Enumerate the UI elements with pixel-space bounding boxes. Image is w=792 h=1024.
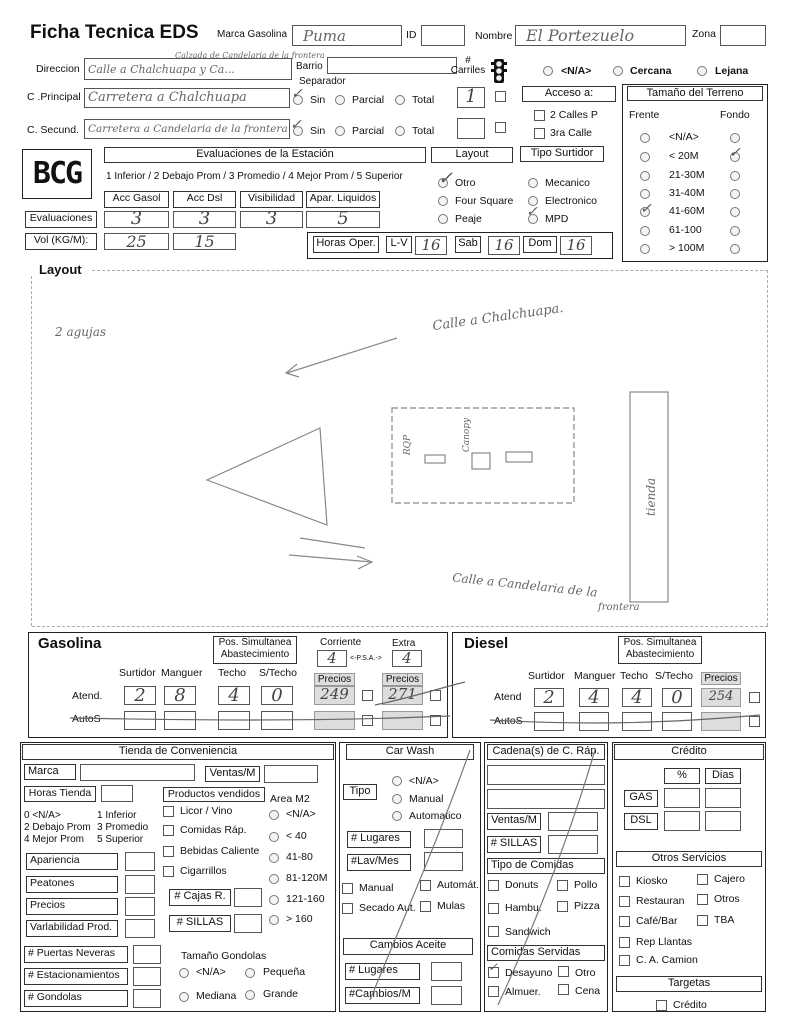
eval-acc-dsl-value: 3 [198, 208, 211, 229]
terreno-size-label: 31-40M [669, 187, 705, 199]
gas-precios-extra-header: Precios [382, 673, 423, 686]
eval-col-acc-gasol: Acc Gasol [104, 191, 169, 208]
sketch-border-right [767, 270, 768, 626]
note-calle-bottom-2: frontera [598, 602, 640, 613]
credito-pct-label: % [664, 768, 700, 784]
dsl-atend-techo-value: 4 [631, 687, 643, 708]
servida-desayuno-checkmark: ✓ [488, 960, 499, 974]
horas-tienda-label: Horas Tienda [24, 786, 96, 802]
area-m2-label: Area M2 [270, 793, 310, 805]
carriles-label: # Carriles [450, 55, 486, 76]
gas-col-techo: Techo [218, 667, 247, 679]
gas-atend-s-techo-value: 0 [271, 685, 283, 706]
carwash-lugares-label: # Lugares [347, 831, 411, 848]
frente-size-radio[interactable] [640, 133, 650, 143]
eval-visibilidad-value: 3 [265, 208, 278, 229]
vol-gasol-field[interactable] [104, 233, 169, 250]
credito-dias-label: Dias [705, 768, 741, 784]
note-calle-top: Calle a Chalchuapa. [431, 300, 565, 335]
gas-atend-surtidor-value: 2 [134, 685, 146, 706]
area-label: > 160 [286, 913, 313, 925]
lv-hours-field[interactable] [415, 236, 447, 255]
producto-comidas-checkbox[interactable] [163, 825, 174, 836]
calle-secundaria-value: Carretera a Candelaria de la frontera [88, 123, 288, 135]
gas-col-manguer: Manguer [161, 667, 203, 679]
frente-size-radio[interactable] [640, 152, 650, 162]
carwash-mulas-label: Mulas [437, 900, 466, 912]
vol-gasol-value: 25 [126, 232, 147, 251]
gasolina-pos-sim: Pos. Simultanea Abastecimiento [213, 636, 297, 664]
calle-principal-label: C .Principal [27, 91, 81, 103]
zona-field[interactable] [720, 25, 766, 46]
sab-label: Sab [455, 236, 481, 253]
producto-bebidas-label: Bebidas Caliente [180, 845, 260, 857]
gas-atend-label: Atend. [72, 690, 103, 702]
area-label: <N/A> [286, 808, 316, 820]
cadena-ventas-label: Ventas/M [487, 813, 541, 830]
barrio-field[interactable] [327, 57, 457, 74]
vol-dsl-field[interactable] [173, 233, 236, 250]
otros-servicios-header: Otros Servicios [616, 851, 762, 867]
terreno-header: Tamaño del Terreno [627, 86, 763, 101]
dsl-atend-s-techo-value: 0 [671, 687, 683, 708]
cs-sin-checkmark: ✓ [290, 117, 302, 133]
extra-psa-field[interactable] [392, 650, 422, 667]
carwash-auto-label: Automatico [409, 810, 462, 822]
otros-servicio-checkbox[interactable] [619, 916, 630, 927]
tienda-scale-1b: 1 Inferior [97, 810, 137, 821]
zona-label: Zona [692, 28, 716, 40]
diesel-title: Diesel [464, 635, 509, 652]
traffic-light-icon [491, 58, 507, 84]
otros-servicio-label: Café/Bar [636, 915, 678, 927]
carwash-manual-checkbox[interactable] [342, 883, 353, 894]
corriente-psa-field[interactable] [317, 650, 347, 667]
nombre-field[interactable] [515, 25, 686, 46]
note-tienda: tienda [644, 477, 659, 517]
otros-servicio-label: Restauran [636, 895, 685, 907]
targetas-header: Targetas [616, 976, 762, 992]
credito-gas-label: GAS [624, 790, 658, 807]
calle-principal-value: Carretera a Chalchuapa [88, 90, 247, 105]
area-radio[interactable] [269, 874, 279, 884]
otros-servicio-checkbox[interactable] [697, 915, 708, 926]
cadena-sillas-label: # SILLAS [487, 836, 541, 853]
vol-label: Vol (KG/M): [25, 233, 97, 250]
dom-hours-field[interactable] [560, 236, 592, 255]
layout-otro-checkmark: ✓ [438, 168, 454, 189]
area-radio[interactable] [269, 915, 279, 925]
frente-size-radio[interactable] [640, 171, 650, 181]
frente-size-radio[interactable] [640, 244, 650, 254]
corriente-psa-value: 4 [327, 649, 337, 667]
sketch-border-top [92, 270, 768, 271]
eval-acc-gasol-value: 3 [130, 208, 143, 229]
corriente-label: Corriente [320, 637, 362, 648]
tienda-rating-label: Apariencia [26, 853, 118, 870]
dsl-atend-manguer-value: 4 [588, 687, 600, 708]
psa-label: <-P.S.A.-> [350, 655, 382, 662]
eval-col-acc-dsl: Acc Dsl [173, 191, 236, 208]
carwash-strike-line [360, 745, 480, 1005]
tienda-rating-field[interactable] [125, 919, 155, 938]
fondo-size-radio[interactable] [730, 207, 740, 217]
vol-dsl-value: 15 [194, 232, 215, 251]
cp-total-label: Total [412, 94, 435, 106]
cajas-label: # Cajas R. [169, 889, 231, 906]
strike-lines [60, 680, 780, 730]
frente-size-radio[interactable] [640, 226, 650, 236]
cp-parcial-label: Parcial [352, 94, 385, 106]
proximidad-na-label: <N/A> [561, 65, 592, 77]
surtidor-electronico-label: Electronico [545, 195, 597, 207]
bcg-logo-text: BCG [32, 156, 82, 191]
comida-donuts-label: Donuts [505, 879, 539, 891]
fondo-20m-checkmark: ✓ [729, 145, 741, 161]
producto-licor-checkbox[interactable] [163, 806, 174, 817]
sab-hours-value: 16 [494, 236, 514, 254]
gas-atend-manguer-value: 8 [174, 685, 186, 706]
cambios-lugares-label: # Lugares [345, 963, 420, 980]
otros-servicio-label: TBA [714, 914, 735, 926]
cs-carriles-field[interactable] [457, 118, 485, 139]
sab-hours-field[interactable] [488, 236, 520, 255]
producto-cigarrillos-label: Cigarrillos [180, 865, 227, 877]
otros-servicio-checkbox[interactable] [697, 894, 708, 905]
gondolas-field[interactable] [133, 989, 161, 1008]
area-label: < 40 [286, 830, 307, 842]
tipo-comidas-header: Tipo de Comidas [487, 858, 605, 874]
tamano-gondolas-label: Tamaño Gondolas [181, 950, 267, 962]
cadena-strike-line [490, 745, 605, 1010]
dsl-autos-label: AutoS [494, 715, 523, 727]
terreno-size-label: < 20M [669, 150, 699, 162]
comida-pizza-label: Pizza [574, 900, 600, 912]
gas-autos-label: AutoS [72, 713, 101, 725]
tienda-scale-3b: 5 Superior [97, 834, 144, 845]
horas-label: Horas Oper. [313, 236, 379, 253]
tienda-ventas-label: Ventas/M [205, 766, 260, 782]
cp-carriles-checkbox[interactable] [495, 91, 506, 102]
servida-almuer-label: Almuer. [505, 986, 541, 998]
dsl-atend-surtidor-value: 2 [543, 687, 555, 708]
eval-col-apar-liquidos: Apar. Liquidos [306, 191, 380, 208]
dom-label: Dom [523, 236, 557, 253]
producto-cigarrillos-checkbox[interactable] [163, 866, 174, 877]
area-radio[interactable] [269, 832, 279, 842]
fondo-size-radio[interactable] [730, 189, 740, 199]
gas-col-s-techo: S/Techo [259, 667, 297, 679]
servida-otro-label: Otro [575, 967, 596, 979]
carwash-manual-label: Manual [409, 793, 444, 805]
otros-servicio-checkbox[interactable] [619, 937, 630, 948]
carwash-header: Car Wash [346, 744, 474, 760]
evaluaciones-label: Evaluaciones [25, 211, 97, 228]
otros-servicio-label: C. A. Camion [636, 954, 698, 966]
cambios-mes-label: #Cambios/M [345, 987, 420, 1004]
otros-servicio-label: Otros [714, 893, 740, 905]
otros-servicio-label: Cajero [714, 873, 745, 885]
gas-precio-corriente-value: 249 [320, 685, 349, 703]
cs-total-label: Total [412, 125, 435, 137]
diesel-pos-sim: Pos. Simultanea Abastecimiento [618, 636, 702, 664]
lv-hours-value: 16 [421, 236, 441, 254]
cp-sin-label: Sin [310, 94, 326, 106]
fondo-size-radio[interactable] [730, 171, 740, 181]
dsl-col-s-techo: S/Techo [655, 670, 693, 682]
comida-hambu-label: Hambu. [505, 902, 542, 914]
layout-header: Layout [431, 147, 513, 163]
area-radio[interactable] [269, 810, 279, 820]
sketch-title: Layout [39, 262, 82, 277]
extra-psa-value: 4 [402, 649, 412, 667]
marca-label: Marca Gasolina [217, 29, 288, 40]
gondolas-label: # Gondolas [24, 990, 128, 1007]
barrio-label: Barrio [296, 61, 323, 72]
layout-four-square-label: Four Square [455, 195, 514, 207]
note-pump-b: Canopy [462, 417, 473, 453]
sketch-drawing [32, 280, 767, 625]
cp-parcial-radio[interactable] [335, 95, 345, 105]
tienda-header: Tienda de Conveniencia [22, 744, 334, 760]
tienda-rating-field[interactable] [125, 897, 155, 916]
eval-apar-liquidos-value: 5 [337, 208, 349, 229]
terreno-size-label: > 100M [669, 242, 705, 254]
marca-value: Puma [303, 27, 346, 45]
servida-cena-label: Cena [575, 985, 601, 997]
carwash-automat-label: Automát. [437, 879, 480, 891]
dsl-col-manguer: Manguer [574, 670, 616, 682]
tienda-sillas-label: # SILLAS [169, 915, 231, 932]
credito-dsl-dias[interactable] [705, 811, 741, 831]
fondo-size-radio[interactable] [730, 133, 740, 143]
tipo-surtidor-header: Tipo Surtidor [520, 146, 604, 162]
tienda-ventas-field[interactable] [264, 765, 318, 783]
servida-desayuno-label: Desayuno [505, 967, 553, 979]
frente-label: Frente [629, 109, 660, 121]
terreno-size-label: 61-100 [669, 224, 702, 236]
tienda-scale-3a: 4 Mejor Prom [24, 834, 85, 845]
eval-acc-gasol-field[interactable] [104, 208, 169, 229]
acceso-2calles-checkbox[interactable] [534, 110, 545, 121]
id-field[interactable] [421, 25, 465, 46]
area-label: 41-80 [286, 851, 313, 863]
calle-secundaria-label: C. Secund. [27, 124, 79, 136]
otros-servicio-checkbox[interactable] [619, 955, 630, 966]
carwash-na-label: <N/A> [409, 775, 439, 787]
tienda-rating-field[interactable] [125, 852, 155, 871]
surtidor-mpd-checkmark: ✓ [526, 204, 538, 220]
credito-dsl-label: DSL [624, 813, 658, 830]
eval-visibilidad-field[interactable] [240, 208, 303, 229]
direccion-value-2: Calzada de Candelaria de la frontera [175, 51, 325, 60]
gondola-grande-radio[interactable] [245, 990, 255, 1000]
acceso-3ra-label: 3ra Calle [550, 127, 593, 139]
carwash-secado-label: Secado Aut. [359, 902, 416, 914]
frente-41-60-checkmark: ✓ [640, 201, 652, 217]
tienda-rating-label: Peatones [26, 876, 118, 893]
otros-servicio-label: Kiosko [636, 875, 668, 887]
eval-scale-text: 1 Inferior / 2 Debajo Prom / 3 Promedio / 4 Mejor Prom / 5 Superior [106, 171, 403, 182]
carwash-secado-checkbox[interactable] [342, 903, 353, 914]
cp-carriles-value: 1 [465, 86, 477, 107]
cs-carriles-checkbox[interactable] [495, 122, 506, 133]
credito-dsl-pct[interactable] [664, 811, 700, 831]
direccion-label: Direccion [36, 63, 80, 75]
cs-total-radio[interactable] [395, 126, 405, 136]
targeta-credito-label: Crédito [673, 999, 707, 1011]
layout-peaje-label: Peaje [455, 213, 482, 225]
proximidad-lejana-label: Lejana [715, 65, 749, 77]
extra-label: Extra [392, 638, 416, 649]
layout-otro-label: Otro [455, 177, 476, 189]
cs-sin-label: Sin [310, 125, 326, 137]
estacionamientos-label: # Estacionamientos [24, 968, 128, 985]
sketch-border-bottom [32, 626, 768, 627]
cs-parcial-radio[interactable] [335, 126, 345, 136]
cp-carriles-field[interactable] [457, 87, 485, 108]
evaluaciones-header: Evaluaciones de la Estación [104, 147, 426, 163]
puertas-neveras-label: # Puertas Neveras [24, 946, 128, 963]
note-agujas: 2 agujas [55, 325, 107, 339]
dsl-precios-header: Precios [701, 672, 741, 685]
puertas-neveras-field[interactable] [133, 945, 161, 964]
gondola-pequena-radio[interactable] [245, 968, 255, 978]
cp-sin-checkmark: ✓ [291, 86, 303, 102]
acceso-3ra-checkbox[interactable] [534, 128, 545, 139]
comida-sandwich-label: Sandwich [505, 926, 551, 938]
cadena-header: Cadena(s) de C. Ráp. [487, 744, 605, 760]
gas-precio-extra-value: 271 [388, 685, 417, 703]
tienda-scale-2b: 3 Promedio [97, 822, 149, 833]
separador-label: Separador [299, 76, 346, 87]
area-label: 81-120M [286, 872, 328, 884]
terreno-size-label: <N/A> [669, 131, 699, 143]
gondola-pequena-label: Pequeña [263, 966, 306, 978]
carwash-tipo-label: Tipo [343, 784, 377, 800]
estacionamientos-field[interactable] [133, 967, 161, 986]
acceso-2calles-label: 2 Calles P [550, 109, 598, 121]
credito-header: Crédito [614, 744, 764, 760]
carwash-manual-check-label: Manual [359, 882, 394, 894]
credito-gas-dias[interactable] [705, 788, 741, 808]
otros-servicio-checkbox[interactable] [619, 896, 630, 907]
comidas-servidas-header: Comidas Servidas [487, 945, 605, 961]
horas-tienda-field[interactable] [101, 785, 133, 802]
lv-label: L-V [386, 236, 412, 253]
comida-pollo-label: Pollo [574, 879, 598, 891]
tienda-marca-label: Marca [24, 764, 76, 780]
carwash-lav-label: #Lav/Mes [347, 854, 411, 871]
tienda-marca-field[interactable] [80, 764, 195, 781]
dom-hours-value: 16 [566, 236, 586, 254]
producto-bebidas-checkbox[interactable] [163, 846, 174, 857]
gondola-mediana-radio[interactable] [179, 992, 189, 1002]
calle-secundaria-field[interactable] [84, 119, 290, 139]
eval-apar-liquidos-field[interactable] [306, 208, 380, 229]
layout-four-square-radio[interactable] [438, 196, 448, 206]
proximidad-cercana-radio[interactable] [613, 66, 623, 76]
surtidor-mecanico-radio[interactable] [528, 178, 538, 188]
gasolina-title: Gasolina [38, 635, 102, 652]
surtidor-mecanico-label: Mecanico [545, 177, 590, 189]
terreno-size-label: 41-60M [669, 205, 705, 217]
gondola-mediana-label: Mediana [196, 990, 237, 1002]
id-label: ID [406, 29, 417, 41]
surtidor-mpd-label: MPD [545, 213, 569, 225]
cambios-aceite-header: Cambios Aceite [343, 938, 473, 955]
dsl-col-techo: Techo [620, 670, 649, 682]
dsl-col-surtidor: Surtidor [528, 670, 565, 682]
calle-principal-field[interactable] [84, 88, 290, 108]
note-pump-a: RQP [403, 434, 414, 456]
cajas-field[interactable] [234, 888, 262, 907]
eval-col-visibilidad: Visibilidad [240, 191, 303, 208]
dsl-precio-value: 254 [708, 689, 734, 704]
area-radio[interactable] [269, 895, 279, 905]
otros-servicio-checkbox[interactable] [697, 874, 708, 885]
gondola-na-radio[interactable] [179, 968, 189, 978]
fondo-label: Fondo [720, 109, 750, 121]
proximidad-na-radio[interactable] [543, 66, 553, 76]
fondo-size-radio[interactable] [730, 244, 740, 254]
note-calle-bottom-1: Calle a Candelaria de la [451, 570, 599, 600]
gas-precios-corriente-header: Precios [314, 673, 355, 686]
proximidad-cercana-label: Cercana [630, 65, 672, 77]
nombre-label: Nombre [475, 30, 513, 42]
producto-licor-label: Licor / Vino [180, 805, 233, 817]
tienda-rating-field[interactable] [125, 875, 155, 894]
nombre-value: El Portezuelo [526, 26, 635, 45]
fondo-size-radio[interactable] [730, 226, 740, 236]
productos-vendidos-label: Productos vendidos [163, 787, 265, 802]
credito-gas-pct[interactable] [664, 788, 700, 808]
gondola-na-label: <N/A> [196, 966, 226, 978]
gas-col-surtidor: Surtidor [119, 667, 156, 679]
acceso-header: Acceso a: [522, 86, 616, 102]
cp-total-radio[interactable] [395, 95, 405, 105]
gondola-grande-label: Grande [263, 988, 299, 1000]
otros-servicio-label: Rep Llantas [636, 936, 693, 948]
proximidad-lejana-radio[interactable] [697, 66, 707, 76]
tienda-rating-label: Varlabilidad Prod. [26, 920, 118, 937]
dsl-atend-label: Atend [494, 691, 522, 703]
tienda-scale-1a: 0 <N/A> [24, 810, 61, 821]
producto-comidas-label: Comidas Ráp. [180, 824, 247, 836]
otros-servicio-checkbox[interactable] [619, 876, 630, 887]
gas-atend-techo-value: 4 [228, 685, 240, 706]
marca-field[interactable] [292, 25, 402, 46]
page-title: Ficha Tecnica EDS [30, 22, 199, 43]
cs-parcial-label: Parcial [352, 125, 385, 137]
tienda-scale-2a: 2 Debajo Prom [24, 822, 91, 833]
tienda-rating-label: Precios [26, 898, 118, 915]
direccion-value-1: Calle a Chalchuapa y Ca... [88, 63, 235, 76]
layout-peaje-radio[interactable] [438, 214, 448, 224]
area-radio[interactable] [269, 853, 279, 863]
area-label: 121-160 [286, 893, 325, 905]
tienda-sillas-field[interactable] [234, 914, 262, 933]
terreno-size-label: 21-30M [669, 169, 705, 181]
frente-size-radio[interactable] [640, 189, 650, 199]
targeta-credito-checkbox[interactable] [656, 1000, 667, 1011]
eval-acc-dsl-field[interactable] [173, 208, 236, 229]
